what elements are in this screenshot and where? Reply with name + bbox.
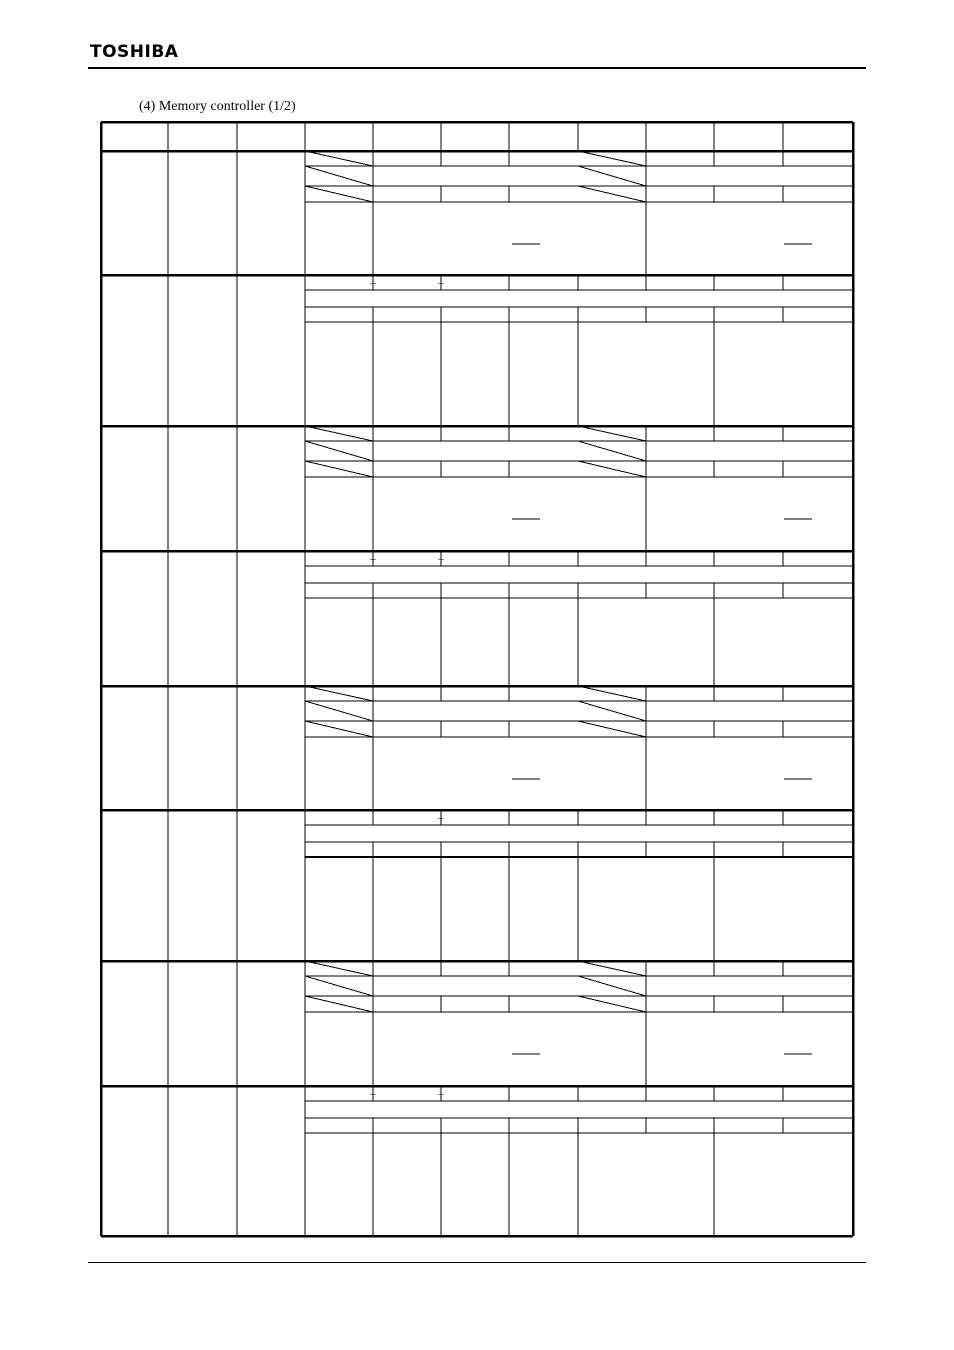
diagonal-mark — [305, 441, 373, 461]
reserved-dash: – — [438, 1088, 444, 1100]
diagonal-mark — [305, 151, 373, 166]
diagonal-mark — [578, 186, 646, 202]
diagonal-mark — [305, 961, 373, 976]
reserved-dash: – — [438, 812, 444, 824]
section-caption: (4) Memory controller (1/2) — [139, 99, 296, 114]
diagonal-mark — [305, 996, 373, 1012]
diagonal-mark — [305, 186, 373, 202]
diagonal-mark — [578, 426, 646, 441]
diagonal-mark — [578, 701, 646, 721]
diagonal-mark — [305, 686, 373, 701]
diagonal-mark — [578, 441, 646, 461]
diagonal-mark — [578, 961, 646, 976]
diagonal-mark — [578, 721, 646, 737]
diagonal-mark — [578, 976, 646, 996]
footer-rule — [88, 1262, 866, 1263]
diagonal-mark — [578, 166, 646, 186]
reserved-dash: – — [438, 553, 444, 565]
diagonal-mark — [578, 686, 646, 701]
diagonal-mark — [305, 701, 373, 721]
toshiba-logo: TOSHIBA — [90, 42, 179, 62]
diagonal-mark — [305, 976, 373, 996]
diagonal-mark — [578, 461, 646, 477]
diagonal-mark — [578, 151, 646, 166]
reserved-dash: – — [370, 277, 376, 289]
reserved-dash: – — [370, 1088, 376, 1100]
diagonal-mark — [305, 461, 373, 477]
diagonal-mark — [305, 166, 373, 186]
reserved-dash: – — [370, 553, 376, 565]
reserved-dash: – — [438, 277, 444, 289]
diagonal-mark — [578, 996, 646, 1012]
diagonal-mark — [305, 426, 373, 441]
diagonal-mark — [305, 721, 373, 737]
